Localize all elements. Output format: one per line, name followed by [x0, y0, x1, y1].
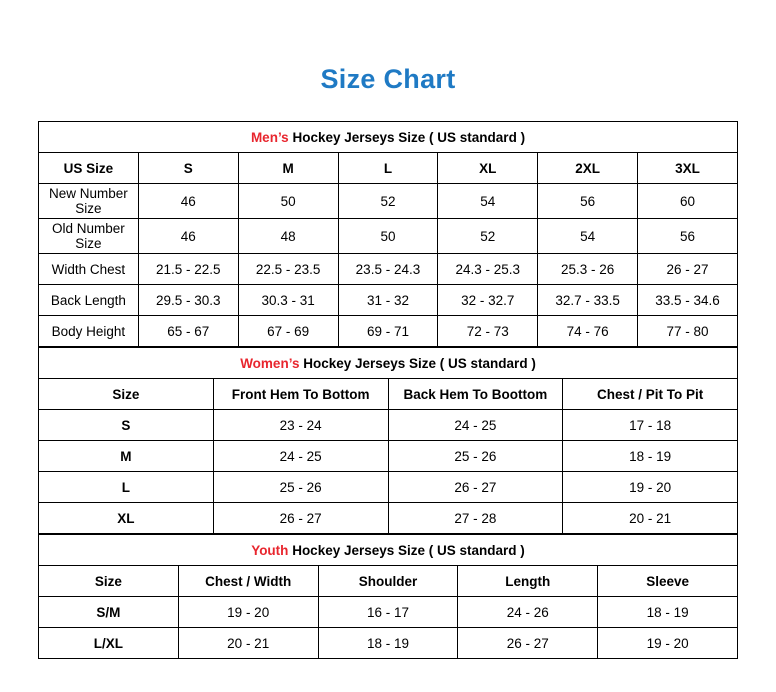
table-row [39, 219, 738, 254]
womens-r1-c2: 25 - 26 [388, 441, 563, 472]
mens-r0-c2: 50 [238, 184, 338, 219]
youth-r0-c4: 18 - 19 [598, 597, 738, 628]
youth-r1-c2: 18 - 19 [318, 628, 458, 659]
womens-section-header [39, 348, 738, 379]
womens-header-rest: Hockey Jerseys Size ( US standard ) [299, 355, 536, 371]
womens-r3-c0: XL [39, 503, 214, 534]
table-section-header-row [39, 535, 738, 566]
youth-r1-c1: 20 - 21 [178, 628, 318, 659]
youth-size-table [38, 534, 738, 659]
womens-col-3: Chest / Pit To Pit [563, 379, 738, 410]
youth-col-1: Chest / Width [178, 566, 318, 597]
mens-r1-c0: Old Number Size [39, 219, 139, 254]
mens-col-3: L [338, 153, 438, 184]
mens-r4-c5: 74 - 76 [538, 316, 638, 347]
table-row [39, 285, 738, 316]
womens-r3-c1: 26 - 27 [213, 503, 388, 534]
table-column-header-row [39, 566, 738, 597]
youth-r1-c0: L/XL [39, 628, 179, 659]
mens-r4-c4: 72 - 73 [438, 316, 538, 347]
youth-r1-c3: 26 - 27 [458, 628, 598, 659]
mens-header-rest: Hockey Jerseys Size ( US standard ) [288, 129, 526, 145]
womens-col-2: Back Hem To Boottom [388, 379, 563, 410]
mens-r0-c6: 60 [638, 184, 738, 219]
youth-r0-c0: S/M [39, 597, 179, 628]
mens-r1-c4: 52 [438, 219, 538, 254]
table-row [39, 410, 738, 441]
womens-r2-c3: 19 - 20 [563, 472, 738, 503]
table-row [39, 628, 738, 659]
mens-r2-c5: 25.3 - 26 [538, 254, 638, 285]
mens-col-5: 2XL [538, 153, 638, 184]
womens-r3-c2: 27 - 28 [388, 503, 563, 534]
table-row [39, 316, 738, 347]
youth-r0-c2: 16 - 17 [318, 597, 458, 628]
table-section-header-row [39, 348, 738, 379]
mens-r0-c4: 54 [438, 184, 538, 219]
table-row [39, 597, 738, 628]
table-column-header-row [39, 379, 738, 410]
womens-r2-c0: L [39, 472, 214, 503]
womens-r0-c0: S [39, 410, 214, 441]
mens-size-table [38, 121, 738, 347]
mens-r3-c3: 31 - 32 [338, 285, 438, 316]
mens-r0-c3: 52 [338, 184, 438, 219]
mens-r3-c5: 32.7 - 33.5 [538, 285, 638, 316]
mens-r2-c2: 22.5 - 23.5 [238, 254, 338, 285]
mens-r1-c6: 56 [638, 219, 738, 254]
womens-r0-c3: 17 - 18 [563, 410, 738, 441]
womens-col-1: Front Hem To Bottom [213, 379, 388, 410]
youth-col-2: Shoulder [318, 566, 458, 597]
womens-header-highlight: Women’s [240, 355, 300, 371]
womens-r3-c3: 20 - 21 [563, 503, 738, 534]
mens-r1-c3: 50 [338, 219, 438, 254]
youth-header-rest: Hockey Jerseys Size ( US standard ) [288, 542, 525, 558]
youth-r1-c4: 19 - 20 [598, 628, 738, 659]
table-row [39, 441, 738, 472]
mens-r4-c2: 67 - 69 [238, 316, 338, 347]
mens-r3-c1: 29.5 - 30.3 [138, 285, 238, 316]
mens-r3-c4: 32 - 32.7 [438, 285, 538, 316]
mens-r4-c3: 69 - 71 [338, 316, 438, 347]
mens-col-1: S [138, 153, 238, 184]
page-title: Size Chart [320, 64, 456, 94]
table-row [39, 254, 738, 285]
mens-header-highlight: Men’s [250, 129, 289, 145]
mens-r2-c0: Width Chest [39, 254, 139, 285]
womens-r1-c3: 18 - 19 [563, 441, 738, 472]
table-row [39, 184, 738, 219]
mens-col-4: XL [438, 153, 538, 184]
youth-col-0: Size [39, 566, 179, 597]
mens-col-6: 3XL [638, 153, 738, 184]
mens-r4-c6: 77 - 80 [638, 316, 738, 347]
mens-col-0: US Size [39, 153, 139, 184]
womens-r1-c0: M [39, 441, 214, 472]
mens-r2-c6: 26 - 27 [638, 254, 738, 285]
youth-col-3: Length [458, 566, 598, 597]
womens-col-0: Size [39, 379, 214, 410]
mens-col-2: M [238, 153, 338, 184]
mens-r3-c0: Back Length [39, 285, 139, 316]
mens-r2-c1: 21.5 - 22.5 [138, 254, 238, 285]
womens-r0-c2: 24 - 25 [388, 410, 563, 441]
mens-r1-c1: 46 [138, 219, 238, 254]
table-row [39, 503, 738, 534]
youth-header-highlight: Youth [251, 542, 289, 558]
size-chart-tables [38, 121, 738, 659]
youth-r0-c1: 19 - 20 [178, 597, 318, 628]
mens-r1-c5: 54 [538, 219, 638, 254]
mens-r0-c0: New Number Size [39, 184, 139, 219]
womens-size-table [38, 347, 738, 534]
table-section-header-row [39, 122, 738, 153]
womens-r0-c1: 23 - 24 [213, 410, 388, 441]
mens-r4-c1: 65 - 67 [138, 316, 238, 347]
table-row [39, 472, 738, 503]
table-column-header-row [39, 153, 738, 184]
womens-r2-c2: 26 - 27 [388, 472, 563, 503]
womens-r2-c1: 25 - 26 [213, 472, 388, 503]
youth-r0-c3: 24 - 26 [458, 597, 598, 628]
mens-section-header [39, 122, 738, 153]
mens-r2-c3: 23.5 - 24.3 [338, 254, 438, 285]
youth-col-4: Sleeve [598, 566, 738, 597]
mens-r0-c5: 56 [538, 184, 638, 219]
youth-section-header [39, 535, 738, 566]
womens-r1-c1: 24 - 25 [213, 441, 388, 472]
mens-r3-c2: 30.3 - 31 [238, 285, 338, 316]
mens-r3-c6: 33.5 - 34.6 [638, 285, 738, 316]
mens-r4-c0: Body Height [39, 316, 139, 347]
mens-r0-c1: 46 [138, 184, 238, 219]
mens-r1-c2: 48 [238, 219, 338, 254]
mens-r2-c4: 24.3 - 25.3 [438, 254, 538, 285]
